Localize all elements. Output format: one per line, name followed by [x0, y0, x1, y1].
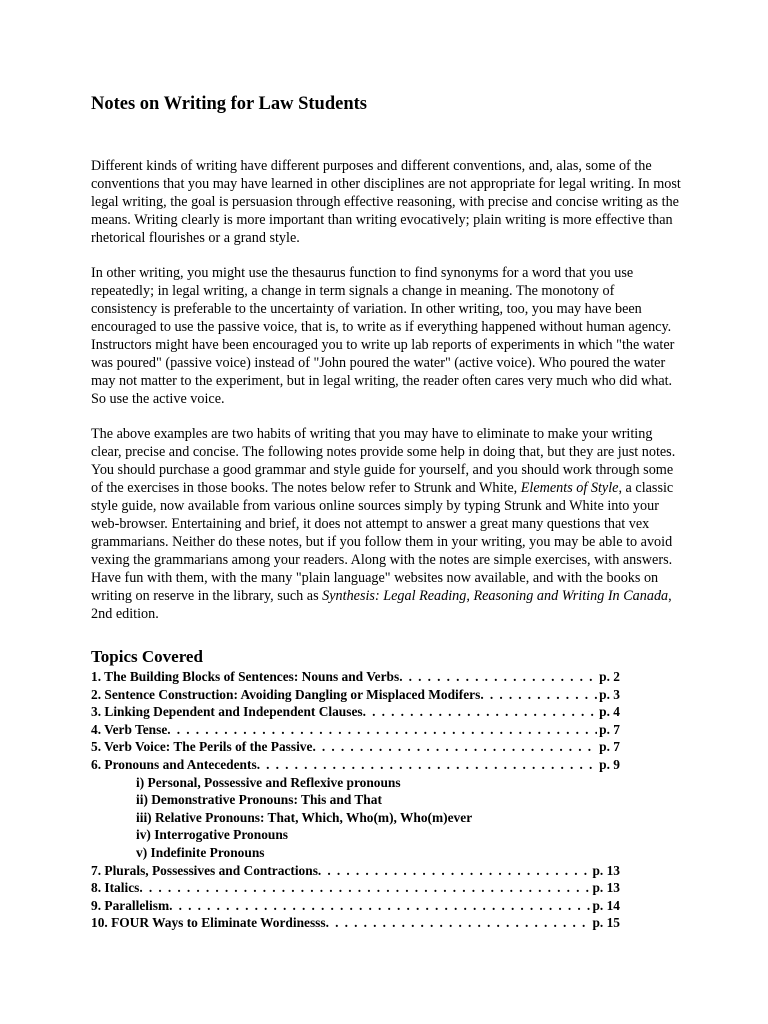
toc-item-label: 8. Italics [91, 880, 140, 896]
toc-item-1 [91, 668, 620, 686]
leader-dots [312, 738, 597, 756]
toc-item-label: 7. Plurals, Possessives and Contractions [91, 862, 318, 878]
leader-dots [399, 668, 597, 686]
toc-item-10 [91, 914, 620, 932]
toc-item-label: 10. FOUR Ways to Eliminate Wordinesss [91, 915, 326, 931]
toc-subitem-1: i) Personal, Possessive and Reflexive pronouns [136, 774, 401, 790]
toc-subitem-3: iii) Relative Pronouns: That, Which, Who(m), Who(m)ever [136, 809, 473, 825]
toc-item-5 [91, 738, 620, 756]
leader-dots [139, 879, 590, 897]
paragraph-3-text-b: , a classic style guide, now available from various online sources simply by typing Strunk and White into your web-browser. Entertaining and brief, it does not attempt to answer a great many questions that vex grammarians. Neither do these notes, but if you follow them in your writing, you may be able to avoid vexing the grammarians among your readers. Along with the notes are simple exercises, with answers. Have fun with them, with the many "plain language" websites now available, and with the books on writing on reserve in the library, such as [91, 480, 674, 604]
toc-item-3 [91, 703, 620, 721]
elements-of-style-title: Elements of Style [520, 480, 619, 496]
toc-subitem-5: v) Indefinite Pronouns [136, 844, 265, 860]
toc-item-page: p. 14 [592, 897, 620, 913]
toc-item-page: p. 4 [599, 704, 620, 720]
toc-item-label: 5. Verb Voice: The Perils of the Passive [91, 739, 313, 755]
paragraph-3-text-c: , 2nd edition. [91, 588, 672, 622]
topics-heading: Topics Covered [91, 647, 203, 666]
toc-item-label: 1. The Building Blocks of Sentences: Nouns and Verbs [91, 669, 400, 684]
toc-item-page: p. 2 [599, 669, 620, 684]
toc-item-2 [91, 686, 620, 704]
toc-item-page: p. 15 [592, 915, 620, 931]
toc-item-4 [91, 721, 620, 739]
toc-item-6 [91, 756, 620, 774]
toc-item-page: p. 9 [599, 756, 620, 772]
synthesis-book-title: Synthesis: Legal Reading, Reasoning and Writing In Canada [322, 588, 669, 604]
toc-item-page: p. 13 [592, 862, 620, 878]
paragraph-3 [91, 425, 681, 623]
leader-dots [169, 897, 590, 915]
toc-item-label: 3. Linking Dependent and Independent Clauses [91, 704, 363, 720]
paragraph-3-text-a: The above examples are two habits of writing that you may have to eliminate to make your writing clear, precise and concise. The following notes provide some help in doing that, but they are just notes. You should purchase a good grammar and style guide for yourself, and you should work through some of the exercises in those books. The notes below refer to Strunk and White, [91, 426, 676, 496]
table-of-contents [91, 668, 681, 932]
toc-subitem-4: iv) Interrogative Pronouns [136, 827, 289, 843]
leader-dots [318, 862, 591, 880]
paragraph-2: In other writing, you might use the thesaurus function to find synonyms for a word that you use repeatedly; in legal writing, a change in term signals a change in meaning. The monotony of consistency is preferable to the uncertainty of variation. In other writing, too, you may have been encouraged to use the passive voice, that is, to write as if everything happened without human agency. Instructors might have been encouraged you to write up lab reports of experiments in which "the water was poured" (passive voice) instead of "John poured the water" (active voice). Who poured the water may not matter to the experiment, but in legal writing, the reader often cares very much who did what. So use the active voice. [91, 265, 675, 407]
toc-item-9 [91, 897, 620, 915]
leader-dots [257, 756, 597, 774]
toc-item-8 [91, 879, 620, 897]
toc-item-page: p. 7 [599, 739, 620, 755]
leader-dots [167, 721, 597, 739]
toc-item-page: p. 13 [592, 880, 620, 896]
toc-item-page: p. 3 [599, 686, 620, 702]
toc-item-7 [91, 862, 620, 880]
toc-item-label: 2. Sentence Construction: Avoiding Dangling or Misplaced Modifers [91, 686, 481, 702]
leader-dots [480, 686, 597, 704]
toc-item-page: p. 7 [599, 721, 620, 737]
paragraph-1: Different kinds of writing have different purposes and different conventions, and, alas, some of the conventions that you may have learned in other disciplines are not appropriate for legal writing. In most legal writing, the goal is persuasion through effective reasoning, with precise and concise writing as the means. Writing clearly is more important than writing evocatively; plain writing is more effective than rhetorical flourishes or a grand style. [91, 158, 681, 246]
document-title: Notes on Writing for Law Students [91, 94, 367, 114]
leader-dots [363, 703, 598, 721]
toc-item-label: 4. Verb Tense [91, 721, 168, 737]
leader-dots [326, 914, 591, 932]
toc-item-label: 6. Pronouns and Antecedents [91, 756, 257, 772]
document-page [91, 92, 681, 932]
toc-item-label: 9. Parallelism [91, 897, 170, 913]
toc-subitem-2: ii) Demonstrative Pronouns: This and That [136, 792, 382, 808]
